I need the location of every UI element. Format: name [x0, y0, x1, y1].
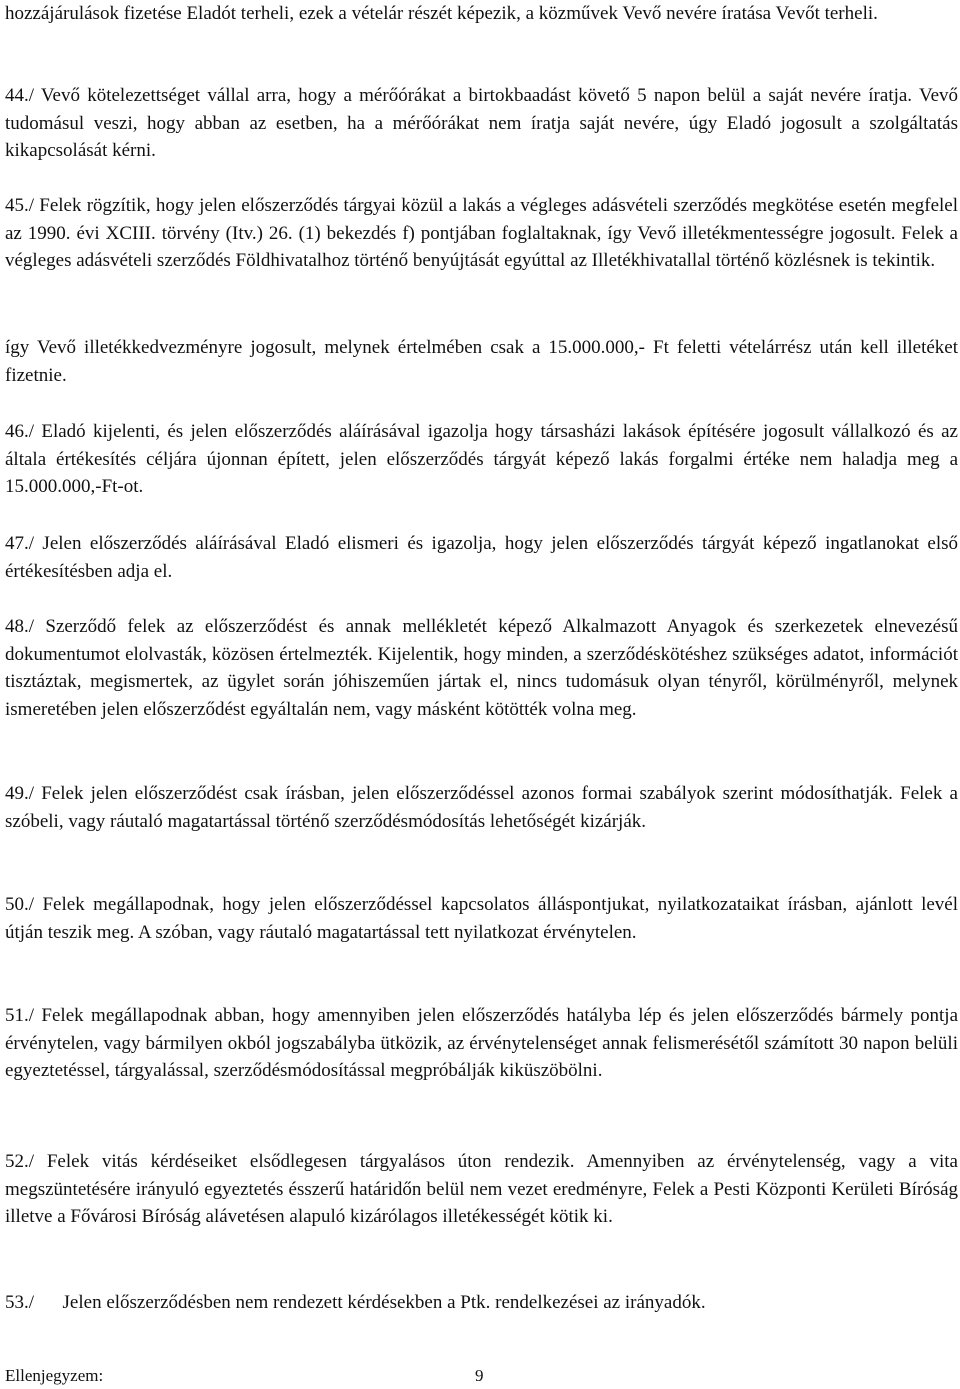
- paragraph-47: 47./ Jelen előszerződés aláírásával Eladó elismeri és igazolja, hogy jelen előszerződés tárgyát képező ingatlanokat első értékesítésben adja el.: [5, 533, 958, 582]
- page-number: 9: [475, 1366, 484, 1385]
- paragraph-52: 52./ Felek vitás kérdéseiket elsődlegesen tárgyalásos úton rendezik. Amennyiben az érvénytelenség, vagy a vita megszüntetésére irányuló egyeztetés ésszerű határidőn belül nem vezet eredményre, Felek a Pesti Központi Kerületi Bíróság illetve a Fővárosi Bíróság alávetésen alapuló kizárólagos illetékességét kötik ki.: [5, 1151, 958, 1228]
- footer-countersign-label: Ellenjegyzem:: [5, 1366, 104, 1385]
- paragraph-continuation: hozzájárulások fizetése Eladót terheli, ezek a vételár részét képezik, a közművek Vevő nevére íratása Vevőt terheli.: [5, 3, 878, 24]
- paragraph-45: 45./ Felek rögzítik, hogy jelen előszerződés tárgyai közül a lakás a végleges adásvételi szerződés megkötése esetén megfelel az 1990. évi XCIII. törvény (Itv.) 26. (1) bekezdés f) pontjában foglaltaknak, így Vevő illetékmentességre jogosult. Felek a végleges adásvételi szerződés Földhivatalhoz történő benyújtását egyúttal az Illetékhivatallal történő közlésnek is tekintik.: [5, 195, 958, 272]
- paragraph-51: 51./ Felek megállapodnak abban, hogy amennyiben jelen előszerződés hatályba lép és jelen előszerződés bármely pontja érvénytelen, vagy bármilyen okból jogszabályba ütközik, az érvénytelenséget annak felismerésétől számított 30 napon belüli egyeztetéssel, tárgyalással, szerződésmódosítással megpróbálják kiküszöbölni.: [5, 1005, 958, 1082]
- paragraph-49: 49./ Felek jelen előszerződést csak írásban, jelen előszerződéssel azonos formai szabályok szerint módosíthatják. Felek a szóbeli, vagy ráutaló magatartással történő szerződésmódosítás lehetőségét kizárják.: [5, 783, 958, 832]
- page-footer: [5, 1366, 484, 1386]
- paragraph-53: 53./ Jelen előszerződésben nem rendezett kérdésekben a Ptk. rendelkezései az irányadók.: [5, 1292, 706, 1313]
- paragraph-48: 48./ Szerződő felek az előszerződést és annak mellékletét képező Alkalmazott Anyagok és szerkezetek elnevezésű dokumentumot elolvasták, közösen értelmezték. Kijelentik, hogy minden, a szerződéskötéshez szükséges adatot, információt tisztáztak, megismertek, az ügylet során jóhiszeműen jártak el, nincs tudomásuk olyan tényről, körülményről, melynek ismeretében jelen előszerződést egyáltalán nem, vagy másként kötötték volna meg.: [5, 616, 958, 720]
- paragraph-44: 44./ Vevő kötelezettséget vállal arra, hogy a mérőórákat a birtokbaadást követő 5 napon belül a saját nevére íratja. Vevő tudomásul veszi, hogy abban az esetben, ha a mérőórákat nem íratja saját nevére, úgy Eladó jogosult a szolgáltatás kikapcsolását kérni.: [5, 85, 958, 162]
- paragraph-46: 46./ Eladó kijelenti, és jelen előszerződés aláírásával igazolja hogy társasházi lakások építésére jogosult vállalkozó és az általa értékesítés céljára újonnan épített, jelen előszerződés tárgyát képező lakás forgalmi értéke nem haladja meg a 15.000.000,-Ft-ot.: [5, 421, 958, 498]
- paragraph-45-note: így Vevő illetékkedvezményre jogosult, melynek értelmében csak a 15.000.000,- Ft feletti vételárrész után kell illetéket fizetnie.: [5, 337, 958, 386]
- paragraph-50: 50./ Felek megállapodnak, hogy jelen előszerződéssel kapcsolatos álláspontjukat, nyilatkozataikat írásban, ajánlott levél útján teszik meg. A szóban, vagy ráutaló magatartással tett nyilatkozat érvénytelen.: [5, 894, 958, 943]
